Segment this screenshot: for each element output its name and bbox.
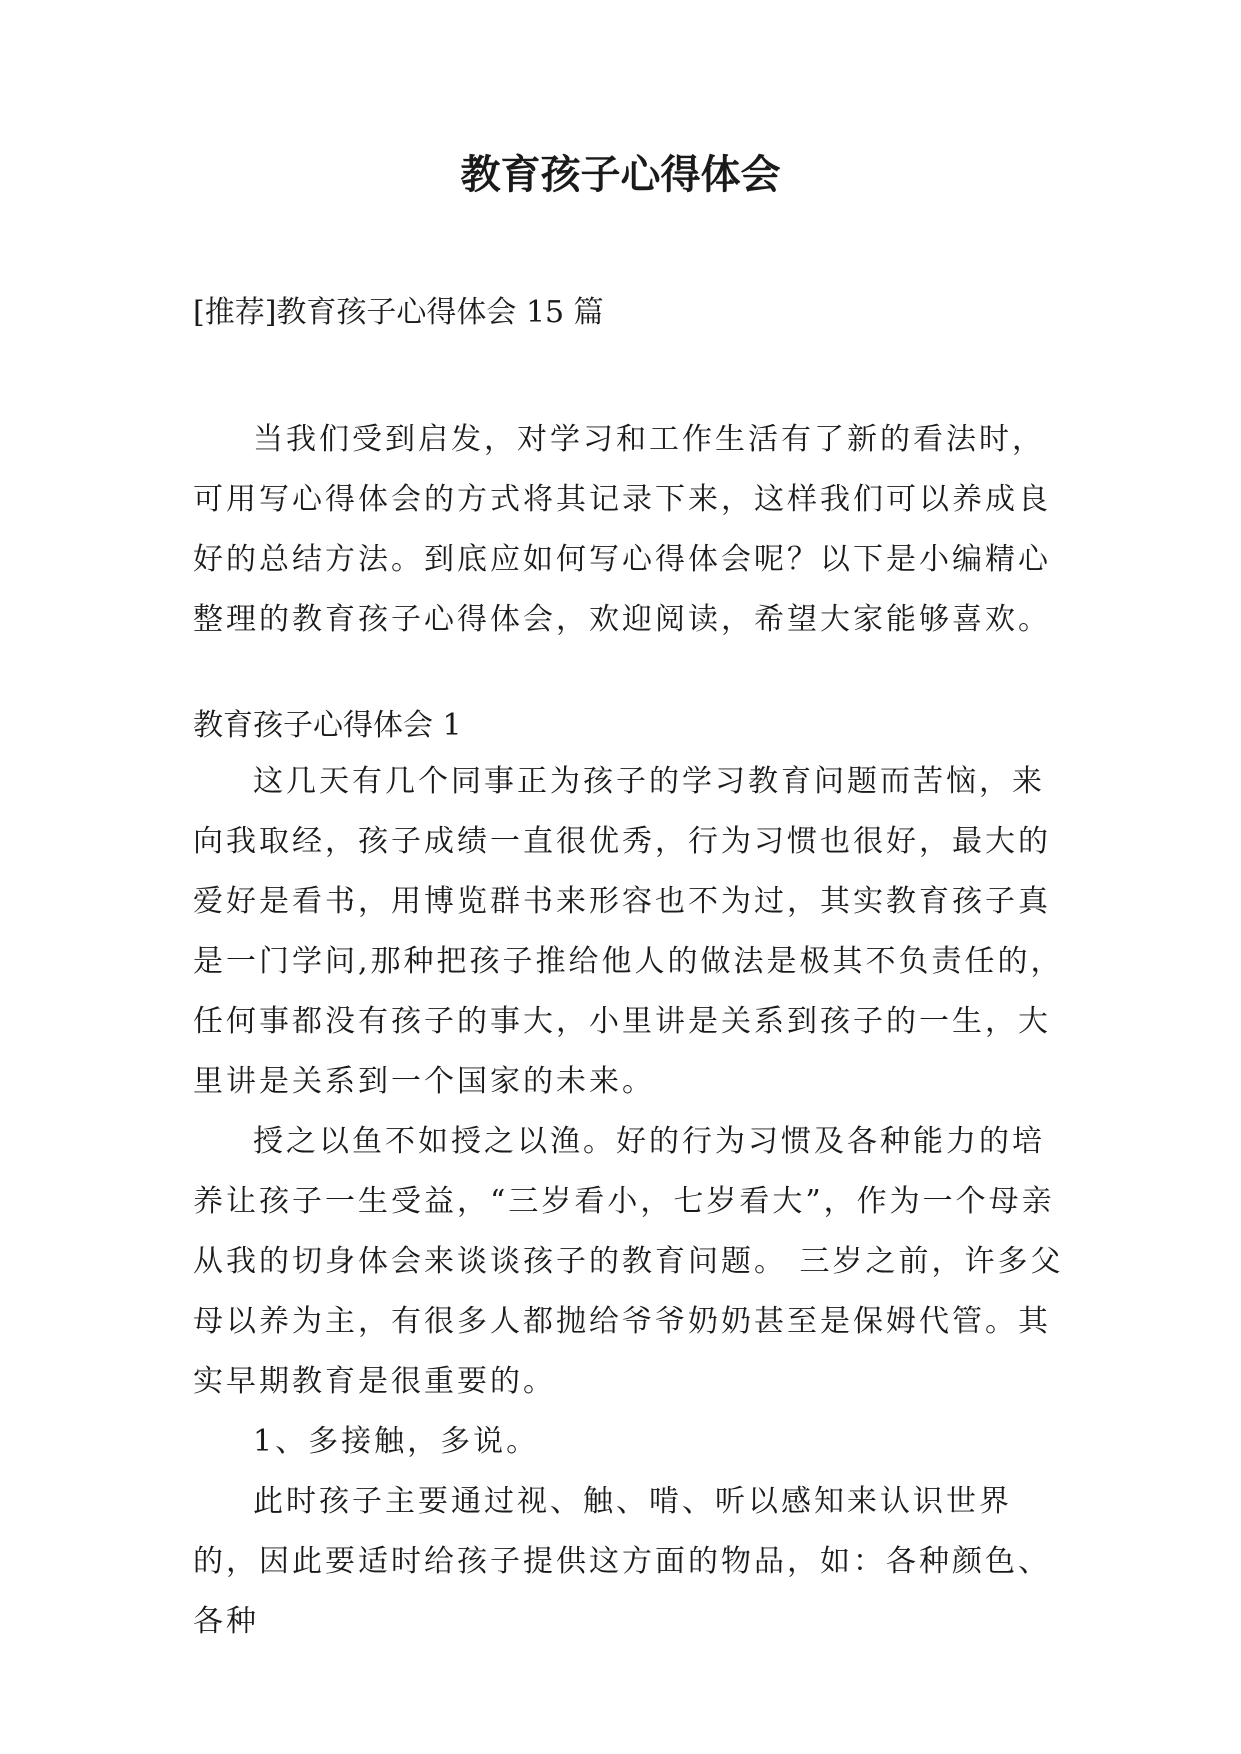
body-paragraph-2: 授之以鱼不如授之以渔。好的行为习惯及各种能力的培养让孩子一生受益，“三岁看小，七岁看大”，作为一个母亲从我的切身体会来谈谈孩子的教育问题。 三岁之前，许多父母以养为主，有很多人都抛给爷爷奶奶甚至是保姆代管。其实早期教育是很重要的。 — [193, 1124, 1064, 1399]
body-paragraph-1: 这几天有几个同事正为孩子的学习教育问题而苦恼，来向我取经，孩子成绩一直很优秀，行为习惯也很好，最大的爱好是看书，用博览群书来形容也不为过，其实教育孩子真是一门学问,那种把孩子推给他人的做法是极其不负责任的，任何事都没有孩子的事大，小里讲是关系到孩子的一生，大里讲是关系到一个国家的未来。 — [193, 764, 1064, 1099]
section-body — [193, 752, 1073, 1652]
section-heading: 教育孩子心得体会 1 — [193, 708, 462, 743]
intro-paragraph: 当我们受到启发，对学习和工作生活有了新的看法时，可用写心得体会的方式将其记录下来，这样我们可以养成良好的总结方法。到底应如何写心得体会呢？以下是小编精心整理的教育孩子心得体会，欢迎阅读，希望大家能够喜欢。 — [193, 422, 1051, 637]
body-paragraph-4: 此时孩子主要通过视、触、啃、听以感知来认识世界的，因此要适时给孩子提供这方面的物品，如：各种颜色、各种 — [193, 1484, 1051, 1639]
document-subtitle: [推荐]教育孩子心得体会 15 篇 — [193, 295, 604, 330]
document-title: 教育孩子心得体会 — [460, 152, 781, 198]
body-paragraph-3: 1、多接触，多说。 — [253, 1424, 540, 1459]
